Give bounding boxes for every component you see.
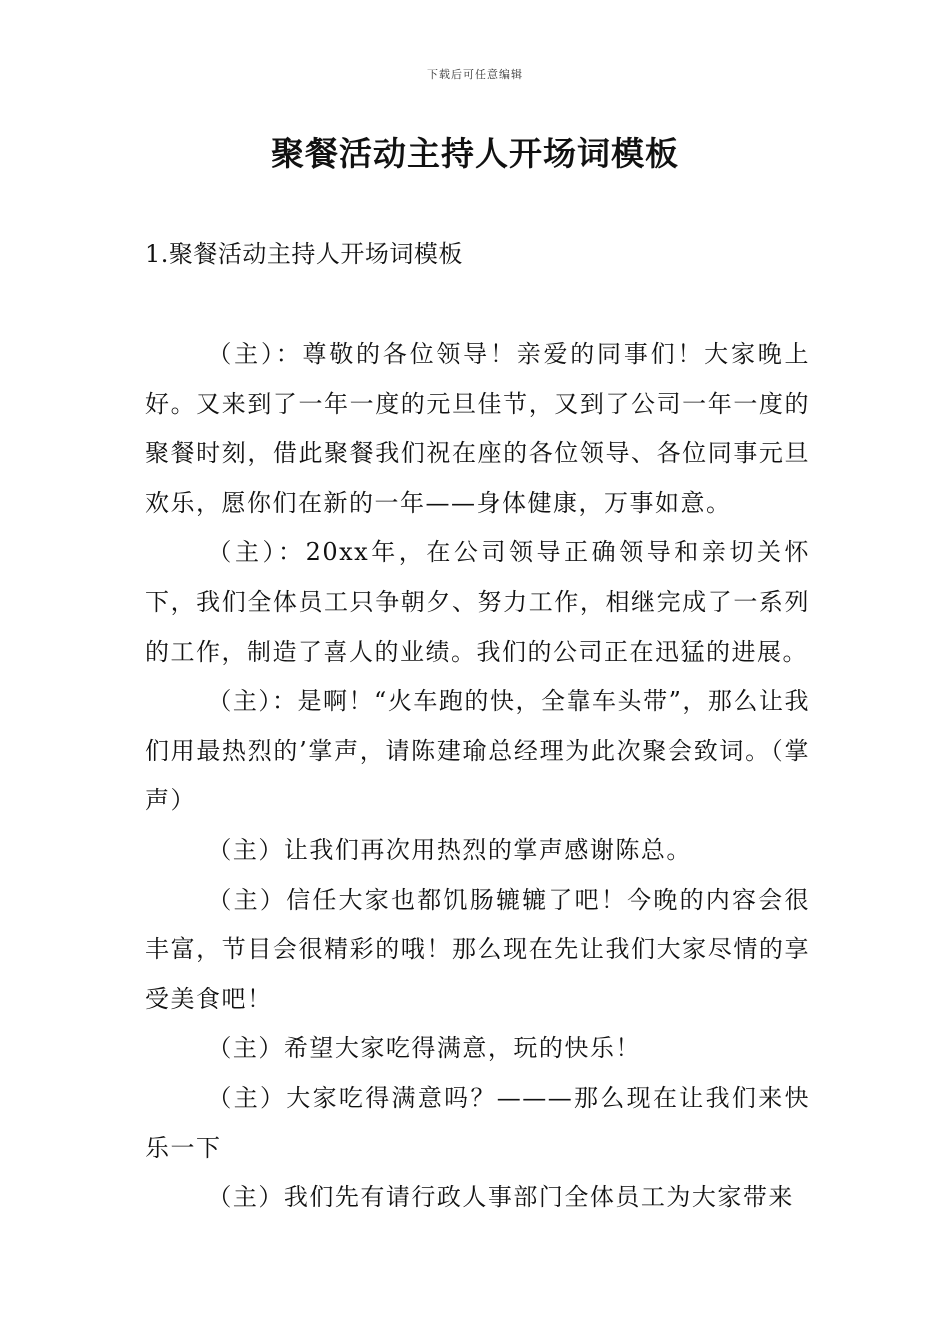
section-heading: 1.聚餐活动主持人开场词模板: [145, 240, 463, 268]
paragraph: （主）信任大家也都饥肠辘辘了吧！今晚的内容会很丰富，节目会很精彩的哦！那么现在先让我们大家尽情的享受美食吧！: [145, 885, 810, 1013]
paragraph: （主）让我们再次用热烈的掌声感谢陈总。: [207, 835, 692, 864]
document-body: [145, 330, 810, 1223]
header-note: 下载后可任意编辑: [427, 68, 523, 81]
paragraph: （主）大家吃得满意吗？———那么现在让我们来快乐一下: [145, 1083, 810, 1162]
paragraph: （主）：尊敬的各位领导！亲爱的同事们！大家晚上好。又来到了一年一度的元旦佳节，又到了公司一年一度的聚餐时刻，借此聚餐我们祝在座的各位领导、各位同事元旦欢乐，愿你们在新的一年——身体健康，万事如意。: [145, 340, 810, 517]
paragraph: （主）：是啊！“火车跑的快，全靠车头带”，那么让我们用最热烈的’掌声，请陈建瑜总经理为此次聚会致词。（掌声）: [145, 687, 810, 815]
paragraph: （主）我们先有请行政人事部门全体员工为大家带来: [207, 1183, 794, 1212]
paragraph: （主）希望大家吃得满意，玩的快乐！: [207, 1034, 641, 1063]
document-title: 聚餐活动主持人开场词模板: [271, 134, 679, 173]
paragraph: （主）：20xx年，在公司领导正确领导和亲切关怀下，我们全体员工只争朝夕、努力工作，相继完成了一系列的工作，制造了喜人的业绩。我们的公司正在迅猛的进展。: [145, 538, 810, 666]
